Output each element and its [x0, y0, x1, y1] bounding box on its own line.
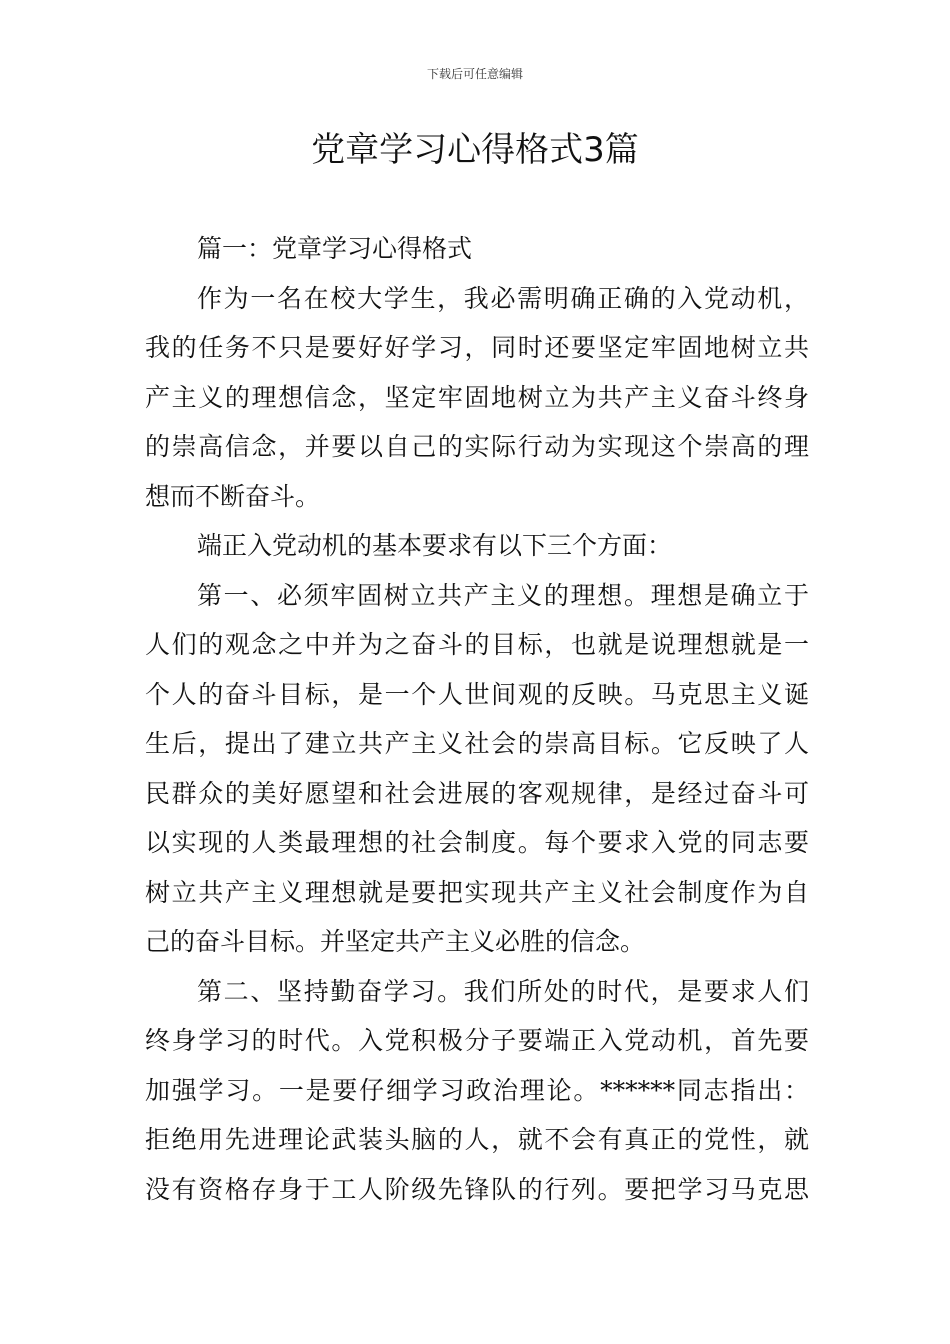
body-line: 端正入党动机的基本要求有以下三个方面：	[197, 531, 673, 560]
body-line: 人们的观念之中并为之奋斗的目标，也就是说理想就是一	[145, 630, 809, 659]
header-note: 下载后可任意编辑	[426, 67, 523, 81]
body-line: 没有资格存身于工人阶级先锋队的行列。要把学习马克思	[145, 1174, 809, 1204]
document-title: 党章学习心得格式3篇	[311, 130, 639, 170]
body-line: 个人的奋斗目标，是一个人世间观的反映。马克思主义诞	[145, 679, 809, 709]
document-body	[145, 224, 809, 1214]
body-line: 己的奋斗目标。并坚定共产主义必胜的信念。	[145, 927, 646, 956]
body-line: 以实现的人类最理想的社会制度。每个要求入党的同志要	[145, 828, 809, 857]
body-line: 第二、坚持勤奋学习。我们所处的时代，是要求人们	[197, 976, 809, 1006]
body-line: 想而不断奋斗。	[145, 481, 321, 511]
body-line: 加强学习。一是要仔细学习政治理论。******同志指出：	[145, 1075, 809, 1105]
body-line: 拒绝用先进理论武装头脑的人，就不会有真正的党性，就	[145, 1125, 809, 1154]
body-line: 作为一名在校大学生，我必需明确正确的入党动机，	[197, 283, 809, 313]
body-line: 树立共产主义理想就是要把实现共产主义社会制度作为自	[145, 877, 809, 907]
body-line: 产主义的理想信念，坚定牢固地树立为共产主义奋斗终身	[145, 382, 809, 412]
body-line: 我的任务不只是要好好学习，同时还要坚定牢固地树立共	[145, 333, 809, 362]
body-line: 生后，提出了建立共产主义社会的崇高目标。它反映了人	[145, 729, 809, 758]
body-line: 终身学习的时代。入党积极分子要端正入党动机，首先要	[145, 1026, 809, 1055]
body-line: 的崇高信念，并要以自己的实际行动为实现这个崇高的理	[145, 432, 809, 461]
body-line: 第一、必须牢固树立共产主义的理想。理想是确立于	[197, 580, 809, 610]
body-line: 民群众的美好愿望和社会进展的客观规律，是经过奋斗可	[145, 778, 809, 808]
body-line: 篇一：党章学习心得格式	[197, 234, 473, 263]
